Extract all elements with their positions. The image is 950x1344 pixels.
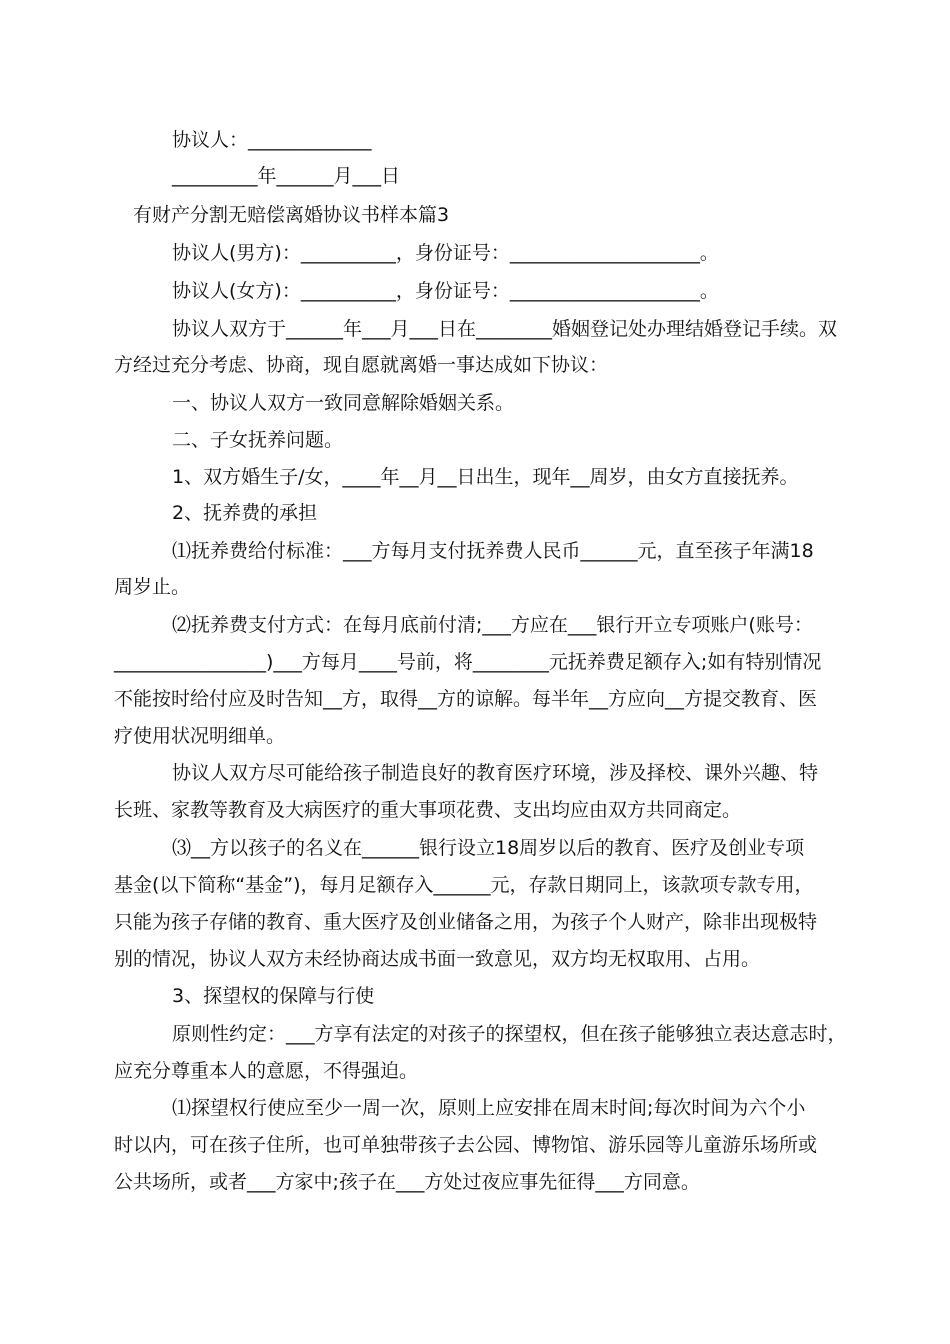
paragraph-line: 协议人双方尽可能给孩子制造良好的教育医疗环境，涉及择校、课外兴趣、特 <box>172 762 819 784</box>
paragraph-line: 基金(以下简称“基金”)，每月足额存入______元，存款日期同上，该款项专款专用， <box>114 874 814 896</box>
paragraph-line: 别的情况，协议人双方未经协商达成书面一致意见，双方均无权取用、占用。 <box>114 948 761 970</box>
paragraph-line: 方经过充分考虑、协商，现自愿就离婚一事达成如下协议： <box>114 354 609 376</box>
paragraph-line: ⑵抚养费支付方式：在每月底前付清;___方应在___银行开立专项账户(账号： <box>172 614 813 636</box>
paragraph-line: 应充分尊重本人的意愿，不得强迫。 <box>114 1060 419 1082</box>
paragraph-line: 协议人双方于______年___月___日在________婚姻登记处办理结婚登记手续。双 <box>172 318 838 340</box>
paragraph-line: 1、双方婚生子/女，____年__月__日出生，现年__周岁，由女方直接抚养。 <box>172 466 799 488</box>
clause-heading: 一、协议人双方一致同意解除婚姻关系。 <box>172 392 515 414</box>
party-male-line: 协议人(男方)：__________，身份证号：____________________。 <box>172 242 719 264</box>
clause-heading: 二、子女抚养问题。 <box>172 429 344 451</box>
paragraph-line: 不能按时给付应及时告知__方，取得__方的谅解。每半年__方应向__方提交教育、医 <box>114 688 818 710</box>
paragraph-line: 疗使用状况明细单。 <box>114 725 286 747</box>
paragraph-line: ⑶__方以孩子的名义在______银行设立18周岁以后的教育、医疗及创业专项 <box>172 837 805 859</box>
paragraph-line: ________________)___方每月____号前，将________元抚养费足额存入;如有特别情况 <box>114 651 822 673</box>
section-title: 有财产分割无赔偿离婚协议书样本篇3 <box>133 204 450 226</box>
signatory-line: 协议人：_____________ <box>172 129 372 151</box>
sub-clause-heading: 2、抚养费的承担 <box>172 502 318 524</box>
paragraph-line: 周岁止。 <box>114 576 191 598</box>
paragraph-line: 只能为孩子存储的教育、重大医疗及创业储备之用，为孩子个人财产，除非出现极特 <box>114 911 818 933</box>
paragraph-line: 公共场所，或者___方家中;孩子在___方处过夜应事先征得___方同意。 <box>114 1171 700 1193</box>
paragraph-line: 原则性约定：___方享有法定的对孩子的探望权，但在孩子能够独立表达意志时， <box>172 1023 847 1045</box>
paragraph-line: 时以内，可在孩子住所，也可单独带孩子去公园、博物馆、游乐园等儿童游乐场所或 <box>114 1134 818 1156</box>
date-line: _________年______月___日 <box>172 165 401 187</box>
paragraph-line: ⑴探望权行使应至少一周一次，原则上应安排在周末时间;每次时间为六个小 <box>172 1097 806 1119</box>
party-female-line: 协议人(女方)：__________，身份证号：____________________。 <box>172 280 719 302</box>
paragraph-line: ⑴抚养费给付标准：___方每月支付抚养费人民币______元，直至孩子年满18 <box>172 540 814 562</box>
paragraph-line: 长班、家教等教育及大病医疗的重大事项花费、支出均应由双方共同商定。 <box>114 799 742 821</box>
sub-clause-heading: 3、探望权的保障与行使 <box>172 985 375 1007</box>
